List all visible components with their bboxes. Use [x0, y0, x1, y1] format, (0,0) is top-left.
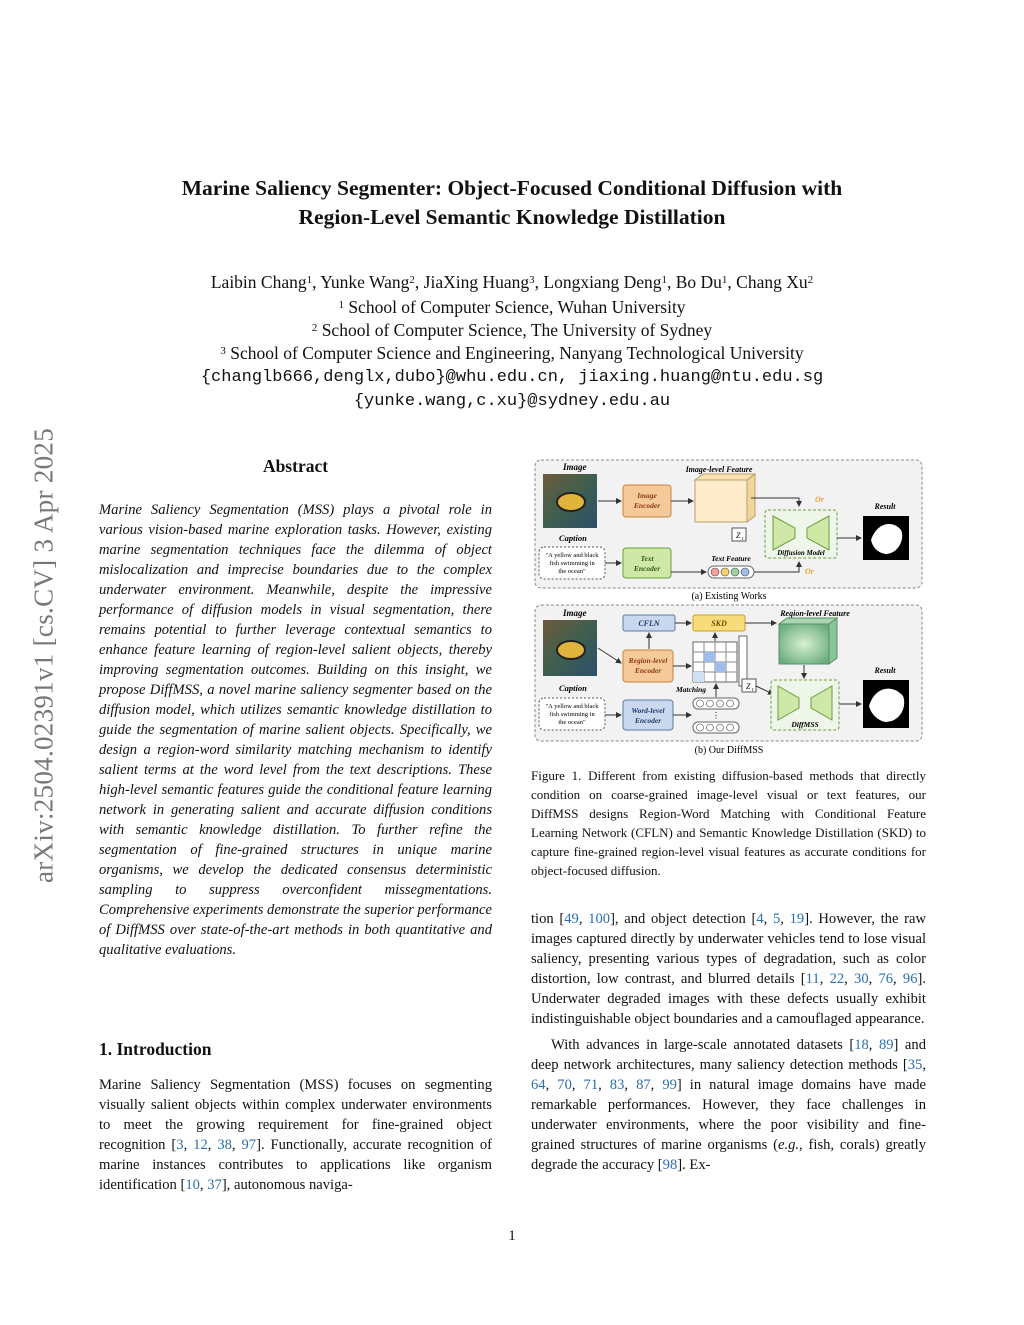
body-text: With advances in large-scale annotated datasets [	[551, 1037, 855, 1053]
affiliation-2	[0, 318, 1024, 342]
author-name: Yunke Wang	[320, 272, 410, 292]
body-text: fish, corals) greatly degrade the accuracy [	[531, 1137, 926, 1173]
citation-link[interactable]: 10	[185, 1177, 200, 1193]
caption-line: the ocean"	[558, 719, 586, 726]
section-heading: 1. Introduction	[99, 1039, 212, 1059]
block-label: Encoder	[633, 564, 661, 573]
diffusion-model-label: Diffusion Model	[777, 549, 825, 557]
body-text: ], and object detection [	[610, 911, 757, 927]
result-label: Result	[874, 502, 896, 511]
block-label: Image	[637, 491, 657, 500]
fish-shape-b	[557, 641, 585, 659]
citation-link[interactable]: 19	[789, 911, 805, 927]
citation-link[interactable]: 49	[564, 911, 579, 927]
author-aff: 2	[807, 274, 814, 286]
title-line-2: Region-Level Semantic Knowledge Distillation	[298, 205, 726, 229]
citation-link[interactable]: 76	[878, 971, 894, 987]
citation-link[interactable]: 100	[588, 911, 611, 927]
figure-1	[533, 458, 925, 758]
or-label: Or	[815, 495, 824, 504]
word-encoder-block	[623, 700, 673, 730]
author-name: Longxiang Deng	[543, 272, 662, 292]
author-name: Bo Du	[675, 272, 722, 292]
author-name: Chang Xu	[736, 272, 808, 292]
region-level-feature-cube	[779, 624, 829, 664]
intro-text: ], autonomous naviga-	[221, 1177, 353, 1193]
author-aff: 1	[661, 274, 667, 286]
matching-label: Matching	[675, 685, 707, 694]
citation-link[interactable]: 64	[531, 1077, 546, 1093]
paper-title	[0, 174, 1024, 232]
citation-link[interactable]: 12	[193, 1137, 208, 1153]
author-list: Laibin Chang$^1$, Yunke Wang$^2$, JiaXing Huang$^3$, Longxiang Deng$^1$, Bo Du$^1$, Chang Xu$^2$	[210, 272, 814, 292]
citation-link[interactable]: 37	[207, 1177, 222, 1193]
aff-num: 2	[311, 322, 318, 334]
title-line-1: Marine Saliency Segmenter: Object-Focused Conditional Diffusion with	[181, 176, 843, 200]
fish-shape-a	[557, 493, 585, 511]
citation-link[interactable]: 22	[829, 971, 845, 987]
panel-b-subcaption: (b) Our DiffMSS	[694, 745, 764, 756]
result-label: Result	[874, 666, 896, 675]
body-text: ]. However, the raw images captured directly by underwater vehicles tend to lose visual saliency, presenting various types of degradation, such as color distortion, low contrast, and blurred details [	[531, 911, 926, 987]
intro-text: ]. Functionally, accurate recognition of marine instances contributes to applications like organism identification [	[99, 1137, 492, 1193]
block-label: CFLN	[638, 619, 660, 628]
aff-text: School of Computer Science, The University of Sydney	[321, 320, 713, 340]
arxiv-sidebar-id: arXiv:2504.02391v1 [cs.CV] 3 Apr 2025	[28, 427, 59, 884]
citation-link[interactable]: 18	[854, 1037, 869, 1053]
citation-link[interactable]: 83	[609, 1077, 625, 1093]
author-name: Laibin Chang	[210, 272, 307, 292]
panel-a-caption-label: Caption	[559, 533, 587, 543]
citation-link[interactable]: 11	[805, 971, 820, 987]
author-aff: 1	[721, 274, 728, 286]
image-level-feature-cube	[695, 480, 747, 522]
author-aff: 2	[409, 274, 415, 286]
figure-1-caption: Figure 1. Different from existing diffusion-based methods that directly condition on coarse-grained image-level visual or text features, our DiffMSS designs Region-Word Matching with Conditional Feature Learning Network (CFLN) and Semantic Knowledge Distillation (SKD) to capture fine-grained region-level visual features as accurate conditions for object-focused diffusion.	[531, 768, 926, 878]
caption-line: "A yellow and black	[545, 552, 599, 559]
panel-a-subcaption: (a) Existing Works	[691, 591, 767, 602]
block-label: Encoder	[634, 716, 662, 725]
region-level-feature-label: Region-level Feature	[780, 609, 850, 618]
affiliation-1	[0, 295, 1024, 319]
author-aff: 3	[529, 274, 535, 286]
citation-link[interactable]: 89	[878, 1037, 894, 1053]
citation-link[interactable]: 97	[241, 1137, 257, 1153]
panel-a-image-label: Image	[563, 462, 587, 472]
caption-line: fish swimming in	[549, 560, 595, 567]
aff-num: 1	[338, 299, 344, 311]
email-line-1: {changlb666,denglx,dubo}@whu.edu.cn, jiaxing.huang@ntu.edu.sg	[200, 368, 824, 387]
author-name: JiaXing Huang	[423, 272, 530, 292]
body-text: ]. Ex-	[677, 1157, 711, 1173]
citation-link[interactable]: 98	[662, 1157, 678, 1173]
author-aff: 1	[306, 274, 313, 286]
citation-link[interactable]: 38	[217, 1137, 232, 1153]
intro-text: Marine Saliency Segmentation (MSS) focuses on segmenting visually salient objects within complex underwater environments to meet the growing requirement for fine-grained object recognition [	[99, 1077, 492, 1153]
body-text: tion [	[531, 911, 565, 927]
text-feature-label: Text Feature	[711, 554, 751, 563]
citation-link[interactable]: 71	[583, 1077, 599, 1093]
matching-grid	[693, 642, 737, 682]
block-label: Text	[640, 554, 654, 563]
figure-1-diagram	[533, 458, 925, 758]
block-label: SKD	[711, 619, 727, 628]
citation-link[interactable]: 87	[636, 1077, 651, 1093]
body-text-italic: e.g.,	[777, 1137, 803, 1153]
body-text: ]. Underwater degraded images with these defects usually exhibit indistinguishable object boundaries and a camouflaged appearance.	[531, 971, 926, 1027]
citation-link[interactable]: 3	[176, 1137, 184, 1153]
citation-link[interactable]: 70	[557, 1077, 572, 1093]
body-text: ] in natural image domains have made remarkable performances. However, they face challenges in underwater environments, where the poor visibility and fine-grained structures of marine organisms (	[531, 1077, 927, 1153]
citation-link[interactable]: 99	[662, 1077, 677, 1093]
citation-link[interactable]: 5	[772, 911, 781, 927]
aff-text: School of Computer Science, Wuhan University	[348, 297, 686, 317]
or-label: Or	[805, 567, 814, 576]
block-label: Region-level	[628, 656, 668, 665]
block-label: Encoder	[633, 501, 661, 510]
affiliation-3	[0, 341, 1024, 365]
zt-label: Z	[746, 682, 751, 691]
zt-label: Z	[736, 531, 741, 540]
block-label: Word-level	[631, 706, 665, 715]
panel-b-image-label: Image	[563, 608, 587, 618]
image-level-feature-label: Image-level Feature	[685, 465, 753, 474]
intro-heading	[99, 1039, 492, 1060]
citation-link[interactable]: 96	[902, 971, 918, 987]
citation-link[interactable]: 4	[756, 911, 764, 927]
page-number: 1	[508, 1228, 516, 1244]
aff-text: School of Computer Science and Engineering, Nanyang Technological University	[230, 343, 804, 363]
citation-link[interactable]: 35	[907, 1057, 923, 1073]
aff-num: 3	[220, 345, 226, 357]
right-column-text: tion [49, 100], and object detection [4, 5, 19]. However, the raw images captured directly by underwater vehicles tend to lose visual saliency, presenting various types of degradation, such as color distortion, low contrast, and blurred details [11, 22, 30, 76, 96]. Underwater degraded images with these defects usually exhibit indistinguishable object boundaries and a camouflaged appearance. With advances in large-scale annotated datasets [18, 89] and deep network architectures, many saliency detection methods [35, 64, 70, 71, 83, 87, 99] in natural image domains have made remarkable performances. However, they face challenges in underwater environments, where the poor visibility and fine-grained structures of marine organisms (e.g., fish, corals) greatly degrade the accuracy [98]. Ex-	[531, 911, 927, 1173]
zt-sub: t	[752, 687, 754, 693]
text-encoder-block	[623, 548, 671, 578]
svg-text:⋮: ⋮	[712, 711, 720, 720]
caption-line: fish swimming in	[549, 711, 595, 718]
abstract-text: Marine Saliency Segmentation (MSS) plays a pivotal role in various vision-based marine exploration tasks. However, existing marine segmentation techniques face the dilemma of object mislocalization and imprecise boundaries due to the complex underwater environment. Meanwhile, despite the impressive performance of diffusion models in visual segmentation, there remains potential to further leverage contextual semantics to enhance feature learning of region-level salient objects, thereby improving segmentation outcomes. Building on this insight, we propose DiffMSS, a novel marine saliency segmenter based on the diffusion model, which utilizes semantic knowledge distillation to guide the segmentation of marine salient objects. Specifically, we design a region-word similarity matching mechanism to identify salient terms at the word level from the text descriptions. These high-level semantic features guide the conditional feature learning network in generating salient and accurate diffusion conditions with semantic knowledge distillation. To further refine the segmentation of fine-grained structures in unique marine organisms, we develop the dedicated consensus deterministic sampling to suppress overconfident missegmentations. Comprehensive experiments demonstrate the superior performance of DiffMSS over state-of-the-art methods in both quantitative and qualitative evaluations.	[99, 502, 493, 958]
block-label: Encoder	[634, 666, 662, 675]
email-line-2: {yunke.wang,c.xu}@sydney.edu.au	[353, 392, 671, 411]
zt-sub: t	[742, 536, 744, 542]
citation-link[interactable]: 30	[854, 971, 869, 987]
panel-b-caption-label: Caption	[559, 683, 587, 693]
diffmss-label: DiffMSS	[791, 720, 819, 729]
abstract-heading: Abstract	[262, 456, 329, 476]
body-text: ] and deep network architectures, many saliency detection methods [	[531, 1037, 926, 1073]
caption-line: "A yellow and black	[545, 703, 599, 710]
caption-line: the ocean"	[558, 568, 586, 575]
intro-paragraph: Marine Saliency Segmentation (MSS) focuses on segmenting visually salient objects within complex underwater environments to meet the growing requirement for fine-grained object recognition [3, 12, 38, 97]. Functionally, accurate recognition of marine instances contributes to applications like organism identification [10, 37], autonomous naviga-	[99, 1077, 492, 1193]
